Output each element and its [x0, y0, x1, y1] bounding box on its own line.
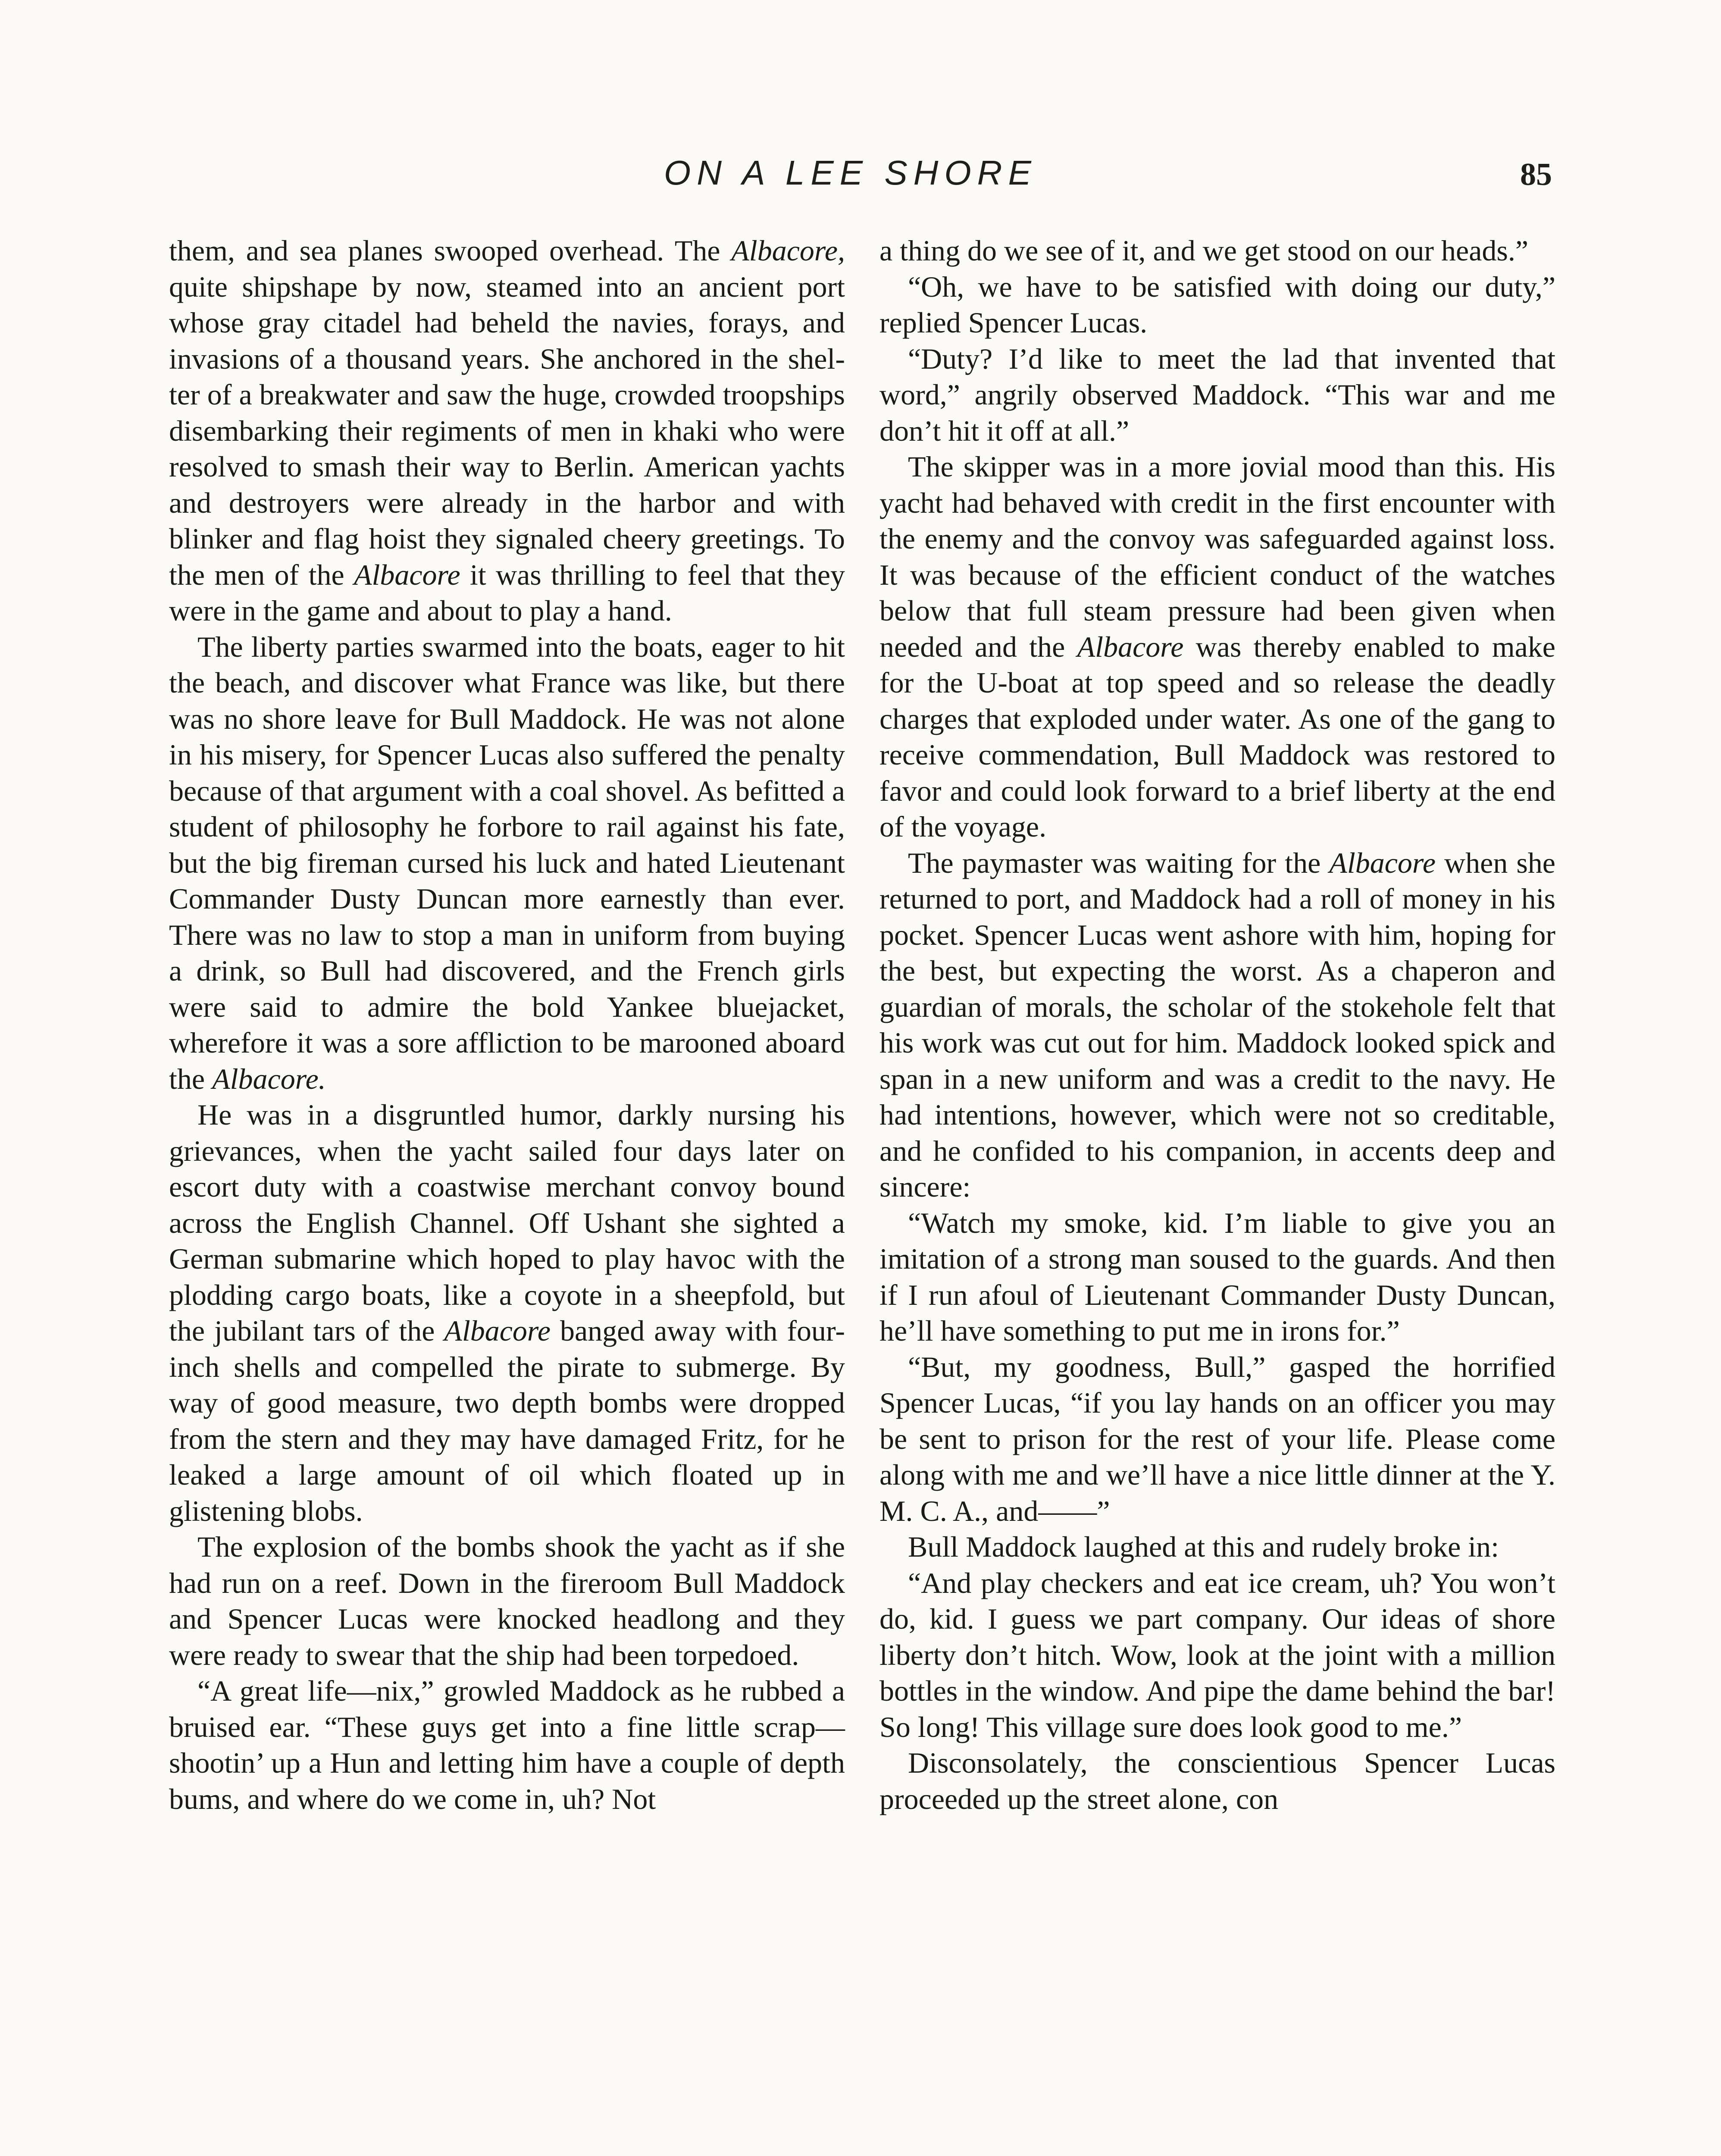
text-run: The skipper was in a more jovial mood than this. His yacht had behaved with credit in the first encounter with the enemy and the convoy was safeguarded against loss. It was because of the efficient conduct of the watches below that full steam pressure had been given when needed and the: [879, 450, 1555, 663]
running-title: ON A LEE SHORE: [664, 154, 1037, 192]
paragraph: [169, 629, 845, 1097]
left-text-column: [169, 233, 845, 1817]
italic-text: Albacore,: [731, 234, 845, 267]
italic-text: Albacore: [1329, 846, 1436, 879]
paragraph: [879, 341, 1555, 449]
italic-text: Albacore: [444, 1314, 551, 1347]
text-run: “And play checkers and eat ice cream, uh? You won’t do, kid. I guess we part company. Our ideas of shore liberty don’t hitch. Wow, look at the joint with a million bottles in the window. And pipe the dame behind the bar! So long! This village sure does look good to me.”: [879, 1566, 1555, 1743]
paragraph: [879, 1205, 1555, 1349]
text-run: The liberty parties swarmed into the boats, eager to hit the beach, and discover what France was like, but there was no shore leave for Bull Maddock. He was not alone in his misery, for Spencer Lucas also suffered the penalty because of that argument with a coal shovel. As befitted a student of philosophy he forbore to rail against his fate, but the big fireman cursed his luck and hated Lieutenant Commander Dusty Duncan more earnestly than ever. There was no law to stop a man in uniform from buying a drink, so Bull had discovered, and the French girls were said to admire the bold Yankee bluejacket, wherefore it was a sore affliction to be marooned aboard the: [169, 630, 845, 1095]
text-run: The paymaster was waiting for the: [908, 846, 1330, 879]
page-number: 85: [1520, 157, 1552, 192]
italic-text: Albacore.: [212, 1062, 326, 1095]
text-run: “But, my goodness, Bull,” gasped the horrified Spencer Lucas, “if you lay hands on an officer you may be sent to prison for the rest of your life. Please come along with me and we’ll have a nice little dinner at the Y. M. C. A., and——”: [879, 1350, 1555, 1527]
text-run: when she returned to port, and Maddock had a roll of money in his pocket. Spencer Lucas went ashore with him, hoping for the best, but expecting the worst. As a chaperon and guardian of morals, the scholar of the stokehole felt that his work was cut out for him. Maddock looked spick and span in a new uniform and was a credit to the navy. He had intentions, however, which were not so creditable, and he confided to his companion, in accents deep and sincere:: [879, 846, 1555, 1203]
paragraph: [879, 1565, 1555, 1745]
paragraph: [879, 269, 1555, 341]
paragraph: [169, 1529, 845, 1673]
text-run: “Watch my smoke, kid. I’m liable to give you an imitation of a strong man soused to the guards. And then if I run afoul of Lieutenant Commander Dusty Duncan, he’ll have something to put me in irons for.”: [879, 1206, 1555, 1347]
paragraph: [879, 449, 1555, 845]
paragraph: [169, 1097, 845, 1529]
italic-text: Albacore: [1077, 630, 1184, 663]
text-run: them, and sea planes swooped overhead. The: [169, 234, 732, 267]
italic-text: Albacore: [354, 558, 460, 591]
paragraph: [879, 1349, 1555, 1529]
paragraph: [169, 233, 845, 629]
text-run: it was thrilling to feel that they were in the game and about to play a hand.: [169, 558, 845, 627]
text-run: Bull Maddock laughed at this and rudely broke in:: [908, 1530, 1499, 1563]
paragraph: [879, 233, 1555, 269]
right-text-column: [879, 233, 1555, 1817]
paragraph: [879, 1529, 1555, 1565]
text-run: The explosion of the bombs shook the yacht as if she had run on a reef. Down in the fireroom Bull Maddock and Spencer Lucas were knocked headlong and they were ready to swear that the ship had been torpedoed.: [169, 1530, 845, 1671]
text-run: quite shipshape by now, steamed into an ancient port whose gray citadel had beheld the navies, forays, and invasions of a thousand years. She anchored in the shelter of a breakwater and saw the huge, crowded troopships disembarking their regiments of men in khaki who were resolved to smash their way to Berlin. American yachts and destroyers were already in the harbor and with blinker and flag hoist they signaled cheery greetings. To the men of the: [169, 270, 845, 591]
paragraph: [169, 1673, 845, 1817]
text-run: banged away with four-inch shells and compelled the pirate to submerge. By way of good measure, two depth bombs were dropped from the stern and they may have damaged Fritz, for he leaked a large amount of oil which floated up in glistening blobs.: [169, 1314, 845, 1527]
text-run: “A great life—nix,” growled Maddock as he rubbed a bruised ear. “These guys get into a fine little scrap—shootin’ up a Hun and letting him have a couple of depth bums, and where do we come in, uh? Not: [169, 1674, 845, 1815]
text-run: “Duty? I’d like to meet the lad that invented that word,” angrily observed Maddock. “This war and me don’t hit it off at all.”: [879, 342, 1555, 447]
paragraph: [879, 845, 1555, 1205]
paragraph: [879, 1745, 1555, 1817]
text-run: “Oh, we have to be satisfied with doing our duty,” replied Spencer Lucas.: [879, 270, 1555, 339]
text-run: was thereby enabled to make for the U-boat at top speed and so release the deadly charges that exploded under water. As one of the gang to receive commendation, Bull Maddock was restored to favor and could look forward to a brief liberty at the end of the voyage.: [879, 630, 1555, 843]
text-run: He was in a disgruntled humor, darkly nursing his grievances, when the yacht sailed four days later on escort duty with a coastwise merchant convoy bound across the English Channel. Off Ushant she sighted a German submarine which hoped to play havoc with the plodding cargo boats, like a coyote in a sheepfold, but the jubilant tars of the: [169, 1098, 845, 1347]
text-run: Disconsolately, the conscientious Spencer Lucas proceeded up the street alone, con: [879, 1746, 1555, 1815]
text-run: a thing do we see of it, and we get stood on our heads.”: [879, 234, 1529, 267]
running-head: [0, 153, 1721, 205]
